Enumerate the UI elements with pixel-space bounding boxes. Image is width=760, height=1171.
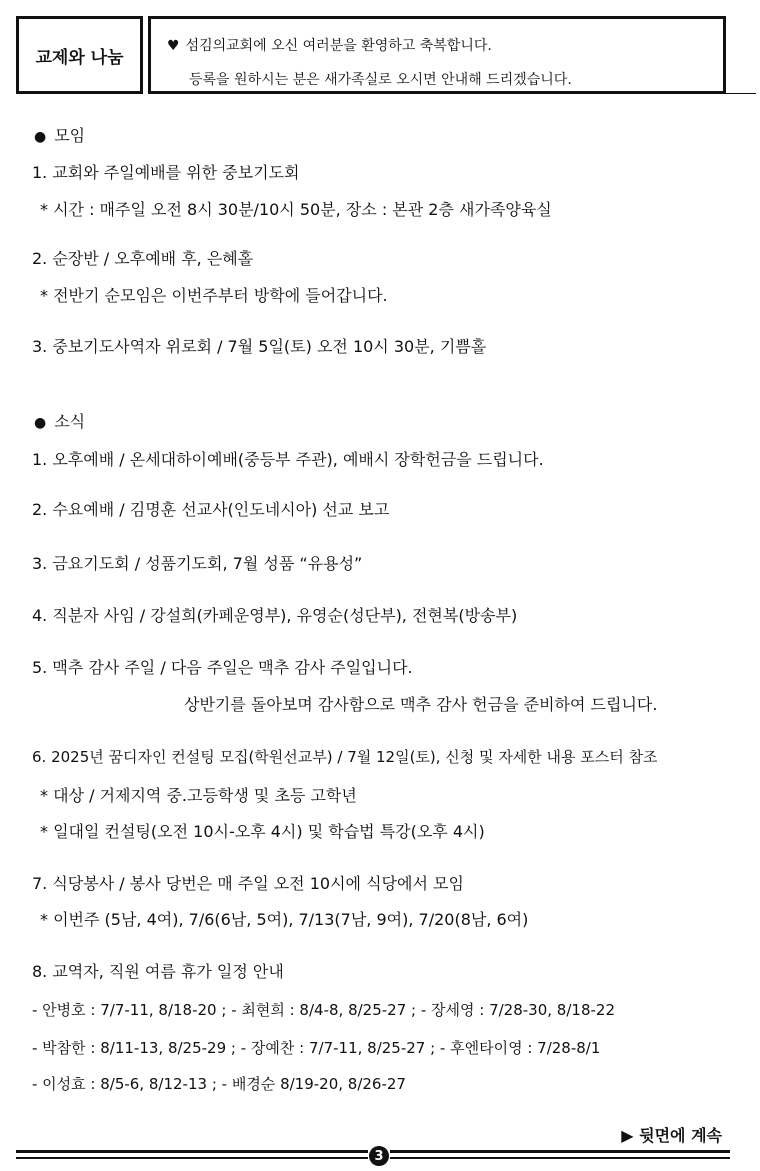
meeting-item: 2. 순장반 / 오후예배 후, 은혜홀	[32, 249, 254, 268]
footer-rule-right	[390, 1150, 730, 1153]
meeting-item: 1. 교회와 주일예배를 위한 중보기도회	[32, 163, 300, 182]
footer-rule-right-thin	[390, 1157, 730, 1159]
footer-rule-left-thin	[16, 1157, 368, 1159]
welcome-box	[148, 16, 726, 94]
news-item: 8. 교역자, 직원 여름 휴가 일정 안내	[32, 962, 284, 981]
news-item-continuation: 상반기를 돌아보며 감사함으로 맥추 감사 헌금을 준비하여 드립니다.	[184, 695, 658, 714]
welcome-line-2: 등록을 원하시는 분은 새가족실로 오시면 안내해 드리겠습니다.	[189, 72, 572, 88]
bullet-icon: ●	[34, 415, 47, 431]
news-item: 6. 2025년 꿈디자인 컨설팅 모집(학원선교부) / 7월 12일(토), 신청 및 자세한 내용 포스터 참조	[32, 748, 658, 766]
meeting-item: 3. 중보기도사역자 위로회 / 7월 5일(토) 오전 10시 30분, 기쁨홀	[32, 337, 487, 356]
news-item-detail: * 대상 / 거제지역 중.고등학생 및 초등 고학년	[40, 786, 357, 805]
meeting-heading: ● 모임	[34, 126, 86, 145]
header-divider	[726, 93, 756, 94]
page-number: 3	[369, 1146, 389, 1166]
section-title-box	[16, 16, 143, 94]
meeting-item-detail: * 전반기 순모임은 이번주부터 방학에 들어갑니다.	[40, 286, 388, 305]
bullet-icon: ●	[34, 129, 47, 145]
heart-icon: ♥	[167, 38, 180, 54]
meeting-item-detail: * 시간 : 매주일 오전 8시 30분/10시 50분, 장소 : 본관 2층 새가족양육실	[40, 200, 552, 219]
section-title: 교제와 나눔	[35, 47, 124, 68]
continue-on-back-label: ▶ 뒷면에 계속	[621, 1126, 722, 1145]
news-heading: ● 소식	[34, 412, 86, 431]
news-item-detail: * 이번주 (5남, 4여), 7/6(6남, 5여), 7/13(7남, 9여), 7/20(8남, 6여)	[40, 910, 529, 929]
welcome-line-1: ♥ 섬김의교회에 오신 여러분을 환영하고 축복합니다.	[167, 38, 492, 54]
news-item: 3. 금요기도회 / 성품기도회, 7월 성품 “유용성”	[32, 554, 363, 573]
news-item: 1. 오후예배 / 온세대하이예배(중등부 주관), 예배시 장학헌금을 드립니다.	[32, 450, 544, 469]
news-item: 5. 맥추 감사 주일 / 다음 주일은 맥추 감사 주일입니다.	[32, 658, 413, 677]
footer-rule-left	[16, 1150, 368, 1153]
vacation-schedule-line: - 박참한 : 8/11-13, 8/25-29 ; - 장예찬 : 7/7-11, 8/25-27 ; - 후엔타이영 : 7/28-8/1	[32, 1039, 601, 1057]
news-item: 7. 식당봉사 / 봉사 당번은 매 주일 오전 10시에 식당에서 모임	[32, 874, 464, 893]
news-item: 2. 수요예배 / 김명훈 선교사(인도네시아) 선교 보고	[32, 500, 390, 519]
vacation-schedule-line: - 이성효 : 8/5-6, 8/12-13 ; - 배경순 8/19-20, 8/26-27	[32, 1075, 406, 1093]
news-item: 4. 직분자 사임 / 강설희(카페운영부), 유영순(성단부), 전현복(방송부)	[32, 606, 518, 625]
news-item-detail: * 일대일 컨설팅(오전 10시-오후 4시) 및 학습법 특강(오후 4시)	[40, 822, 485, 841]
vacation-schedule-line: - 안병호 : 7/7-11, 8/18-20 ; - 최현희 : 8/4-8, 8/25-27 ; - 장세영 : 7/28-30, 8/18-22	[32, 1001, 615, 1019]
